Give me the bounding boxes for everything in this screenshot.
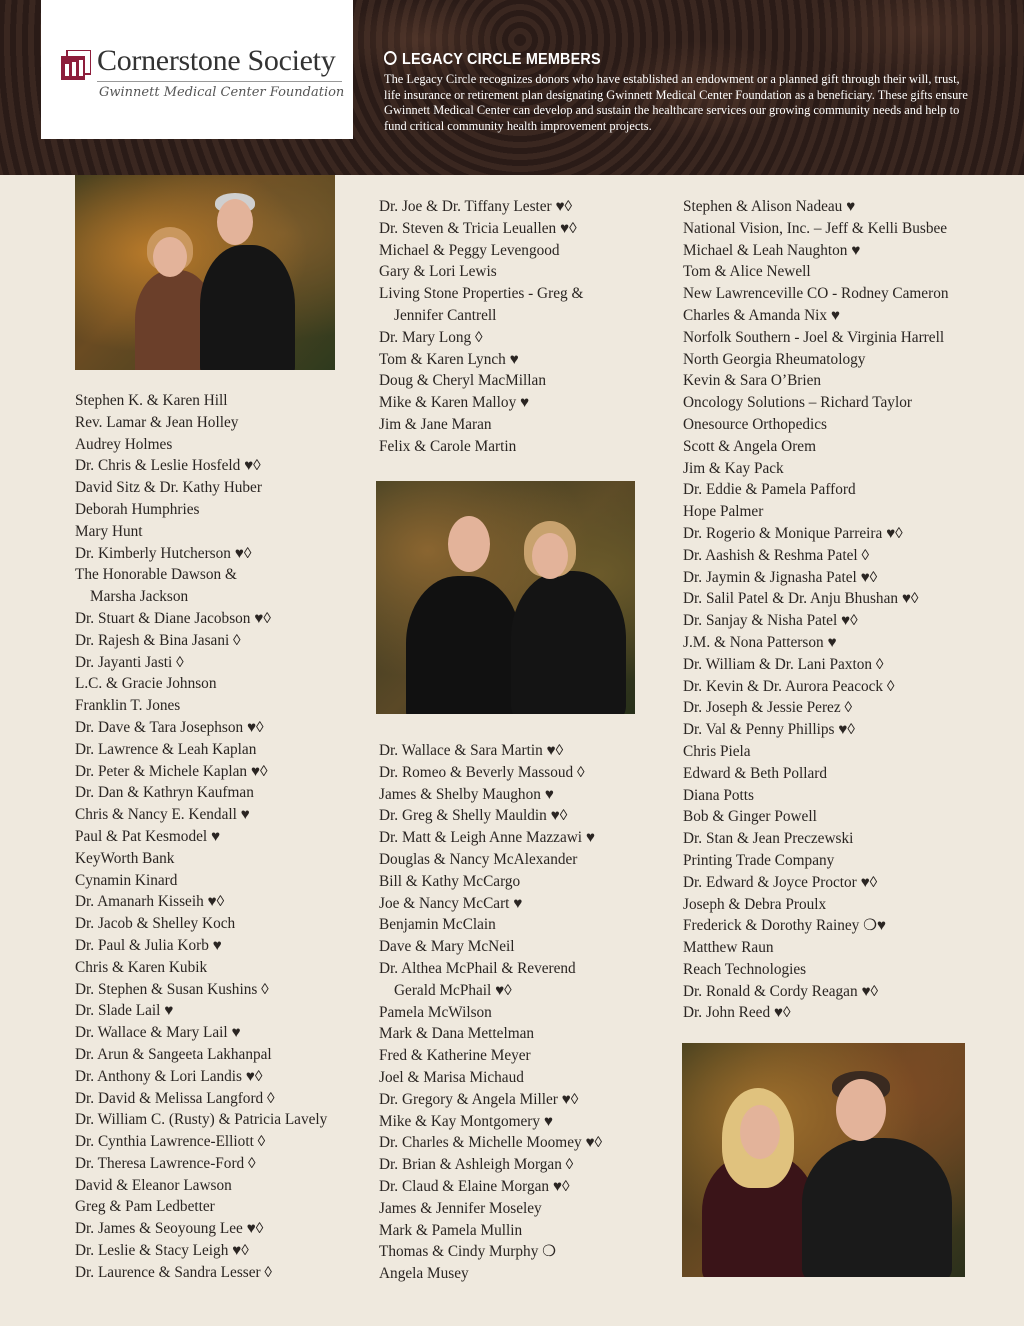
- member-name: Dr. Wallace & Sara Martin ♥◊: [379, 742, 564, 759]
- member-name: Edward & Beth Pollard: [683, 764, 828, 782]
- member-name: Dr. Theresa Lawrence-Ford ◊: [75, 1154, 256, 1172]
- member-name: David Sitz & Dr. Kathy Huber: [75, 479, 262, 497]
- member-name: Dr. Jayanti Jasti ◊: [75, 653, 184, 671]
- member-name: Dr. Slade Lail ♥: [75, 1002, 174, 1020]
- photo-person: [200, 245, 295, 370]
- member-name: Pamela McWilson: [379, 1003, 492, 1021]
- member-name: Dr. Amanarh Kisseih ♥◊: [75, 893, 225, 911]
- cornerstone-society-logo: [41, 0, 353, 139]
- member-name: Dr. Paul & Julia Korb ♥: [75, 936, 222, 954]
- member-name: Dr. Arun & Sangeeta Lakhanpal: [75, 1045, 272, 1063]
- photo-face: [532, 533, 568, 579]
- member-name: L.C. & Gracie Johnson: [75, 675, 217, 693]
- legacy-heading-text: LEGACY CIRCLE MEMBERS: [402, 51, 601, 68]
- member-name: Deborah Humphries: [75, 500, 200, 518]
- member-name: Mike & Kay Montgomery ♥: [379, 1112, 553, 1130]
- logo-title: Cornerstone Society: [97, 44, 336, 77]
- member-name: Dr. Anthony & Lori Landis ♥◊: [75, 1067, 263, 1085]
- logo-subtitle: Gwinnett Medical Center Foundation: [99, 85, 345, 100]
- member-name: Dr. Jaymin & Jignasha Patel ♥◊: [683, 568, 878, 586]
- member-name: New Lawrenceville CO - Rodney Cameron: [683, 285, 949, 303]
- member-name: Paul & Pat Kesmodel ♥: [75, 827, 221, 845]
- member-name: Matthew Raun: [683, 939, 774, 957]
- member-name: Bob & Ginger Powell: [683, 808, 817, 826]
- donor-couple-photo-1: [75, 175, 335, 370]
- member-name: Dr. Mary Long ◊: [379, 328, 483, 346]
- circle-icon: [384, 51, 397, 65]
- member-name: Dave & Mary McNeil: [379, 938, 515, 956]
- member-name: Reach Technologies: [683, 960, 807, 978]
- member-name: Michael & Leah Naughton ♥: [683, 241, 861, 259]
- logo-divider: [97, 81, 342, 82]
- member-name: Dr. Joseph & Jessie Perez ◊: [683, 699, 852, 717]
- member-name: Tom & Karen Lynch ♥: [379, 350, 519, 368]
- member-name: Angela Musey: [379, 1265, 469, 1283]
- member-name: Dr. Sanjay & Nisha Patel ♥◊: [683, 612, 858, 630]
- member-name: National Vision, Inc. – Jeff & Kelli Busbee: [683, 219, 948, 237]
- logo-mark-icon: [61, 50, 91, 80]
- member-name: Dr. Kimberly Hutcherson ♥◊: [75, 544, 252, 562]
- member-name: Living Stone Properties - Greg &: [379, 285, 584, 303]
- member-name: Dr. Stuart & Diane Jacobson ♥◊: [75, 609, 271, 627]
- member-name: Joel & Marisa Michaud: [379, 1068, 524, 1086]
- photo-face: [448, 516, 490, 572]
- member-name: Dr. Joe & Dr. Tiffany Lester ♥◊: [379, 198, 573, 215]
- member-name: Tom & Alice Newell: [683, 263, 811, 281]
- photo-person: [406, 576, 521, 714]
- member-name: Dr. Edward & Joyce Proctor ♥◊: [683, 873, 878, 891]
- member-name: Dr. Rogerio & Monique Parreira ♥◊: [683, 524, 903, 542]
- member-name: Jennifer Cantrell: [394, 306, 497, 324]
- member-name: North Georgia Rheumatology: [683, 350, 866, 368]
- member-name: Gerald McPhail ♥◊: [394, 981, 512, 999]
- member-name: Frederick & Dorothy Rainey ❍♥: [683, 917, 886, 935]
- member-name: Marsha Jackson: [90, 588, 189, 606]
- member-name: Mark & Dana Mettelman: [379, 1025, 535, 1043]
- member-name: Joe & Nancy McCart ♥: [379, 894, 523, 912]
- member-name: Dr. Val & Penny Phillips ♥◊: [683, 721, 855, 739]
- member-list-column-2-bottom: [379, 740, 602, 1285]
- member-name: Scott & Angela Orem: [683, 437, 816, 455]
- photo-face: [740, 1105, 780, 1159]
- member-name: Dr. Steven & Tricia Leuallen ♥◊: [379, 219, 577, 237]
- member-name: Dr. Romeo & Beverly Massoud ◊: [379, 763, 585, 781]
- photo-face: [836, 1079, 886, 1141]
- member-name: Dr. Dan & Kathryn Kaufman: [75, 784, 254, 802]
- member-name: Mike & Karen Malloy ♥: [379, 394, 530, 412]
- donor-couple-photo-3: [682, 1043, 965, 1277]
- member-name: James & Shelby Maughon ♥: [379, 785, 554, 803]
- member-name: Fred & Katherine Meyer: [379, 1047, 531, 1065]
- member-name: Dr. Eddie & Pamela Pafford: [683, 481, 856, 499]
- member-list-column-3: [683, 196, 949, 1024]
- member-name: Dr. Kevin & Dr. Aurora Peacock ◊: [683, 677, 895, 695]
- member-name: J.M. & Nona Patterson ♥: [683, 633, 837, 651]
- photo-face: [153, 237, 187, 277]
- member-name: Dr. Dave & Tara Josephson ♥◊: [75, 718, 264, 736]
- member-name: Dr. Lawrence & Leah Kaplan: [75, 740, 257, 758]
- member-name: Douglas & Nancy McAlexander: [379, 850, 578, 868]
- legacy-circle-heading: [384, 51, 601, 69]
- member-name: Greg & Pam Ledbetter: [75, 1198, 215, 1216]
- member-name: Dr. William C. (Rusty) & Patricia Lavely: [75, 1111, 328, 1129]
- member-name: Chris & Karen Kubik: [75, 958, 208, 976]
- member-name: Thomas & Cindy Murphy ❍: [379, 1243, 556, 1261]
- member-list-column-1: [75, 390, 327, 1284]
- member-name: Dr. Rajesh & Bina Jasani ◊: [75, 631, 241, 649]
- member-name: Dr. Ronald & Cordy Reagan ♥◊: [683, 982, 879, 1000]
- member-name: Norfolk Southern - Joel & Virginia Harrell: [683, 328, 945, 346]
- member-name: James & Jennifer Moseley: [379, 1199, 542, 1217]
- member-name: Onesource Orthopedics: [683, 415, 827, 433]
- member-name: Dr. William & Dr. Lani Paxton ◊: [683, 655, 884, 673]
- member-name: Rev. Lamar & Jean Holley: [75, 413, 239, 431]
- member-name: Audrey Holmes: [75, 435, 173, 453]
- member-name: Dr. John Reed ♥◊: [683, 1004, 791, 1022]
- member-name: KeyWorth Bank: [75, 849, 175, 867]
- member-name: Stephen & Alison Nadeau ♥: [683, 198, 856, 215]
- member-name: Dr. Leslie & Stacy Leigh ♥◊: [75, 1242, 249, 1260]
- member-name: Jim & Kay Pack: [683, 459, 784, 477]
- member-name: Dr. Chris & Leslie Hosfeld ♥◊: [75, 457, 261, 475]
- member-name: Felix & Carole Martin: [379, 437, 517, 455]
- member-name: Oncology Solutions – Richard Taylor: [683, 394, 912, 412]
- member-name: Dr. David & Melissa Langford ◊: [75, 1089, 275, 1107]
- member-name: Dr. Aashish & Reshma Patel ◊: [683, 546, 870, 564]
- member-name: Mary Hunt: [75, 522, 143, 540]
- member-name: Cynamin Kinard: [75, 871, 178, 889]
- donor-couple-photo-2: [376, 481, 635, 714]
- member-name: Chris Piela: [683, 742, 751, 760]
- member-name: Dr. Stephen & Susan Kushins ◊: [75, 980, 269, 998]
- member-name: Bill & Kathy McCargo: [379, 872, 521, 890]
- member-name: Dr. Claud & Elaine Morgan ♥◊: [379, 1177, 570, 1195]
- member-name: Doug & Cheryl MacMillan: [379, 372, 546, 390]
- member-name: Dr. James & Seoyoung Lee ♥◊: [75, 1220, 264, 1238]
- photo-person: [802, 1138, 952, 1277]
- member-name: Dr. Althea McPhail & Reverend: [379, 959, 576, 977]
- member-name: David & Eleanor Lawson: [75, 1176, 232, 1194]
- member-name: Diana Potts: [683, 786, 754, 804]
- member-name: Gary & Lori Lewis: [379, 263, 497, 281]
- member-name: Benjamin McClain: [379, 916, 496, 934]
- member-name: Chris & Nancy E. Kendall ♥: [75, 806, 250, 824]
- member-name: Jim & Jane Maran: [379, 415, 492, 433]
- member-name: Dr. Wallace & Mary Lail ♥: [75, 1024, 241, 1042]
- member-name: Hope Palmer: [683, 503, 764, 521]
- photo-face: [217, 199, 253, 245]
- photo-person: [511, 571, 626, 714]
- member-name: Dr. Laurence & Sandra Lesser ◊: [75, 1263, 272, 1281]
- member-name: Franklin T. Jones: [75, 697, 181, 715]
- member-name: Dr. Salil Patel & Dr. Anju Bhushan ♥◊: [683, 590, 919, 608]
- member-name: Dr. Matt & Leigh Anne Mazzawi ♥: [379, 829, 595, 847]
- member-name: Dr. Gregory & Angela Miller ♥◊: [379, 1090, 579, 1108]
- member-list-column-2-top: [379, 196, 583, 458]
- member-name: Dr. Charles & Michelle Moomey ♥◊: [379, 1134, 603, 1152]
- member-name: Stephen K. & Karen Hill: [75, 392, 228, 409]
- member-name: Michael & Peggy Levengood: [379, 241, 560, 259]
- member-name: Kevin & Sara O’Brien: [683, 372, 822, 390]
- page-header: [0, 0, 1024, 175]
- member-name: Dr. Greg & Shelly Mauldin ♥◊: [379, 807, 568, 825]
- legacy-circle-description: The Legacy Circle recognizes donors who have established an endowment or a planned gift through their will, trust, life insurance or retirement plan designating Gwinnett Medical Center Foundation as a beneficiary. These gifts ensure Gwinnett Medical Center can develop and sustain the healthcare services our growing community needs and help to fund critical community health improvement projects.: [384, 72, 968, 133]
- member-name: Joseph & Debra Proulx: [683, 895, 827, 913]
- member-name: Printing Trade Company: [683, 851, 835, 869]
- member-name: Dr. Peter & Michele Kaplan ♥◊: [75, 762, 268, 780]
- member-name: Mark & Pamela Mullin: [379, 1221, 523, 1239]
- member-name: Dr. Stan & Jean Preczewski: [683, 830, 854, 848]
- member-name: Charles & Amanda Nix ♥: [683, 306, 840, 324]
- member-name: Dr. Jacob & Shelley Koch: [75, 915, 236, 933]
- member-name: Dr. Cynthia Lawrence-Elliott ◊: [75, 1133, 266, 1151]
- member-name: Dr. Brian & Ashleigh Morgan ◊: [379, 1156, 574, 1174]
- member-name: The Honorable Dawson &: [75, 566, 237, 584]
